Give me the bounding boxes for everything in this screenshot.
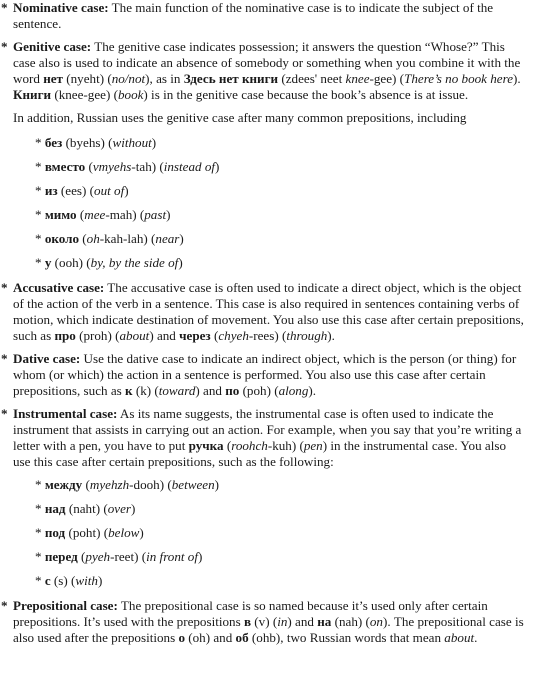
nominative-term: Nominative case:: [13, 0, 109, 15]
gloss: about: [119, 328, 150, 343]
prepositional-text: (ohb), two Russian words that mean: [248, 630, 445, 645]
bullet-marker: *: [1, 39, 8, 54]
gloss: in front of: [146, 549, 198, 564]
russian-preposition: у: [44, 255, 52, 270]
bullet-marker: *: [35, 549, 42, 564]
accusative-term: Accusative case:: [13, 280, 105, 295]
dative-text: ).: [308, 383, 317, 398]
genitive-text: (nyeht) (: [62, 71, 112, 86]
instrumental-preposition-list: [0, 477, 535, 589]
preposition-list-item: * под (poht) (below): [35, 525, 144, 540]
pronunciation: (: [81, 549, 86, 564]
bullet-marker: *: [1, 406, 8, 421]
prepositional-text: (v) (: [251, 614, 278, 629]
russian-preposition: без: [44, 135, 63, 150]
gloss: with: [75, 573, 98, 588]
prepositional-text: The prepositional case is so named because it’s used only after certain prepositions. It’s used with the prepositions: [13, 598, 488, 629]
pronunciation: (ooh): [54, 255, 84, 270]
russian-preposition: под: [44, 525, 66, 540]
pronunciation-stress: vmyehs: [92, 159, 132, 174]
nominative-text: The main function of the nominative case is to indicate the subject of the sentence.: [13, 0, 494, 31]
bullet-marker: *: [35, 501, 42, 516]
russian-word: по: [225, 383, 240, 398]
dative-text: (k) (: [132, 383, 159, 398]
prepositional-text: (nah) (: [331, 614, 370, 629]
bullet-marker: *: [35, 573, 42, 588]
pronunciation-stress: roohch: [231, 438, 268, 453]
preposition-list-item: * без (byehs) (without): [35, 135, 157, 150]
russian-preposition: вместо: [44, 159, 86, 174]
bullet-marker: *: [1, 351, 8, 366]
pronunciation: -mah): [105, 207, 137, 222]
gloss: through: [286, 328, 328, 343]
genitive-case-item: [0, 39, 535, 103]
gloss: There’s no book here: [404, 71, 514, 86]
preposition-list-item: * между (myehzh-dooh) (between): [35, 477, 220, 492]
instrumental-text: ) in the instrumental case. You also use this case after certain prepositions, such as the following:: [13, 438, 507, 469]
pronunciation-stress: pyeh: [85, 549, 111, 564]
russian-word: о: [178, 630, 185, 645]
instrumental-text: As its name suggests, the instrumental case is often used to indicate the instrument that assists in carrying out an action. For example, when you say that you’re writing a letter with a pen, you have to put: [13, 406, 522, 453]
gloss: without: [112, 135, 152, 150]
russian-phrase: Здесь нет книги: [183, 71, 279, 86]
preposition-list-item: * мимо (mee-mah) (past): [35, 207, 171, 222]
preposition-list-item: * с (s) (with): [35, 573, 103, 588]
pronunciation: (: [82, 231, 87, 246]
pronunciation: -kah-lah): [99, 231, 148, 246]
bullet-marker: *: [35, 477, 42, 492]
dative-term: Dative case:: [13, 351, 81, 366]
gloss: between: [171, 477, 215, 492]
bullet-marker: *: [35, 231, 42, 246]
prepositional-text: .: [474, 630, 478, 645]
genitive-term: Genitive case:: [13, 39, 92, 54]
bullet-marker: *: [1, 598, 8, 613]
prepositional-text: ) and: [287, 614, 318, 629]
preposition-list-item: * около (oh-kah-lah) (near): [35, 231, 184, 246]
russian-word: ручка: [188, 438, 224, 453]
genitive-prepositions-intro: In addition, Russian uses the genitive case after many common prepositions, including: [13, 110, 467, 125]
accusative-text: The accusative case is often used to indicate a direct object, which is the object of the action of the verb in a sentence. This case is also required in sentences containing verbs of motion, which indicate destination of movement. You also use this case after certain prepositions, such as: [13, 280, 524, 343]
gloss: over: [107, 501, 132, 516]
accusative-case-item: [0, 280, 535, 344]
genitive-text: (knee-gee) (: [51, 87, 118, 102]
bullet-marker: *: [35, 525, 42, 540]
gloss: near: [155, 231, 180, 246]
instrumental-text: -kuh) (: [267, 438, 304, 453]
russian-word: нет: [43, 71, 63, 86]
bullet-marker: *: [35, 183, 42, 198]
pronunciation-stress: myehzh: [89, 477, 130, 492]
genitive-text: (zdees' neet: [278, 71, 346, 86]
instrumental-text: (: [223, 438, 232, 453]
pronunciation-stress: chyeh: [218, 328, 249, 343]
russian-preposition: перед: [44, 549, 78, 564]
pronunciation: (ees): [60, 183, 87, 198]
prepositional-case-item: [0, 598, 535, 646]
gloss: by, by the side of: [90, 255, 179, 270]
bullet-marker: *: [35, 135, 42, 150]
genitive-text: The genitive case indicates possession; it answers the question “Whose?” This case also is used to indicate an absence of somebody or something when you combine it with the word: [13, 39, 521, 86]
russian-preposition: над: [44, 501, 66, 516]
russian-word: Книги: [13, 87, 52, 102]
russian-word: про: [54, 328, 76, 343]
russian-preposition: между: [44, 477, 83, 492]
russian-word: через: [179, 328, 211, 343]
bullet-marker: *: [1, 0, 8, 15]
pronunciation-stress: oh: [86, 231, 100, 246]
genitive-text: -gee) (: [369, 71, 405, 86]
gloss: on: [369, 614, 383, 629]
instrumental-term: Instrumental case:: [13, 406, 118, 421]
pronunciation: (byehs): [65, 135, 105, 150]
bullet-marker: *: [35, 255, 42, 270]
gloss: in: [277, 614, 288, 629]
russian-preposition: около: [44, 231, 80, 246]
pronunciation-stress: mee: [84, 207, 106, 222]
genitive-preposition-list: [0, 135, 535, 271]
pronunciation-stress: knee: [345, 71, 370, 86]
pronunciation: -dooh): [129, 477, 165, 492]
preposition-list-item: * перед (pyeh-reet) (in front of): [35, 549, 203, 564]
accusative-text: (proh) (: [75, 328, 120, 343]
gloss: no/not: [111, 71, 146, 86]
dative-case-item: [0, 351, 535, 399]
nominative-case-item: [0, 0, 535, 32]
prepositional-text: ). The prepositional case is also used after the prepositions: [13, 614, 524, 645]
pronunciation: -tah): [131, 159, 157, 174]
accusative-text: -rees) (: [248, 328, 287, 343]
russian-preposition: с: [44, 573, 51, 588]
prepositional-term: Prepositional case:: [13, 598, 118, 613]
genitive-text: ), as in: [145, 71, 184, 86]
preposition-list-item: * у (ooh) (by, by the side of): [35, 255, 183, 270]
russian-word: к: [125, 383, 133, 398]
accusative-text: (: [210, 328, 219, 343]
preposition-list-item: * вместо (vmyehs-tah) (instead of): [35, 159, 220, 174]
gloss: below: [108, 525, 140, 540]
russian-preposition: из: [44, 183, 58, 198]
dative-text: (poh) (: [239, 383, 279, 398]
genitive-text: ) is in the genitive case because the book’s absence is at issue.: [143, 87, 469, 102]
pronunciation: (: [88, 159, 93, 174]
pronunciation: (poht): [68, 525, 101, 540]
dative-text: Use the dative case to indicate an indirect object, which is the person (or thing) for whom (or which) the action in a sentence is performed. You also use this case after certain prepositions, such as: [13, 351, 517, 398]
bullet-marker: *: [35, 159, 42, 174]
gloss: pen: [303, 438, 323, 453]
bullet-marker: *: [35, 207, 42, 222]
russian-preposition: мимо: [44, 207, 77, 222]
gloss: out of: [94, 183, 125, 198]
gloss: instead of: [163, 159, 216, 174]
gloss: along: [278, 383, 309, 398]
accusative-text: ) and: [149, 328, 180, 343]
pronunciation: (: [85, 477, 90, 492]
prepositional-text: (oh) and: [185, 630, 236, 645]
russian-word: об: [235, 630, 249, 645]
preposition-list-item: * из (ees) (out of): [35, 183, 129, 198]
dative-text: ) and: [195, 383, 226, 398]
gloss: past: [144, 207, 167, 222]
russian-word: на: [317, 614, 332, 629]
genitive-text: ).: [513, 71, 521, 86]
russian-word: в: [243, 614, 252, 629]
pronunciation: (naht): [68, 501, 101, 516]
bullet-marker: *: [1, 280, 8, 295]
gloss: toward: [158, 383, 196, 398]
pronunciation: (: [79, 207, 85, 222]
gloss: book: [117, 87, 144, 102]
gloss: about: [444, 630, 475, 645]
instrumental-case-item: [0, 406, 535, 470]
accusative-text: ).: [327, 328, 335, 343]
pronunciation: (s): [53, 573, 68, 588]
preposition-list-item: * над (naht) (over): [35, 501, 136, 516]
pronunciation: -reet): [110, 549, 139, 564]
